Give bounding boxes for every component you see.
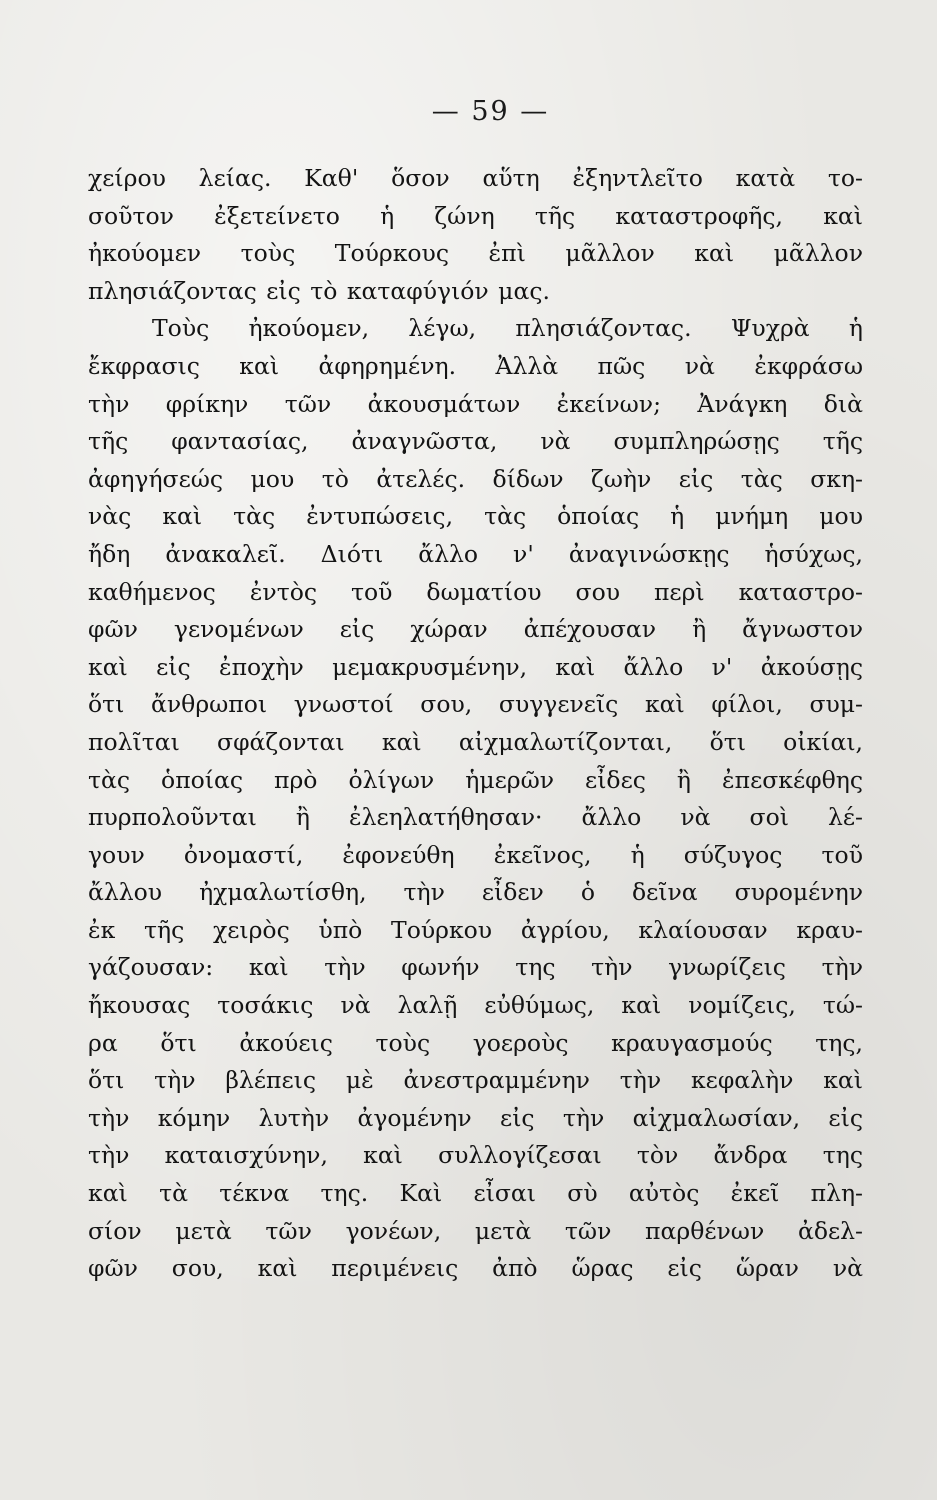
- body-text: [88, 160, 863, 1288]
- text-line: φῶν σου, καὶ περιμένεις ἀπὸ ὥρας εἰς ὥραν νὰ: [88, 1254, 863, 1283]
- text-line: ἀφηγήσεώς μου τὸ ἀτελές. δίδων ζωὴν εἰς τὰς σκη-: [88, 464, 863, 493]
- text-line: τὴν κόμην λυτὴν ἀγομένην εἰς τὴν αἰχμαλωσίαν, εἰς: [88, 1103, 863, 1132]
- text-line: φῶν γενομένων εἰς χώραν ἀπέχουσαν ἢ ἄγνωστον: [88, 615, 863, 644]
- text-line: νὰς καὶ τὰς ἐντυπώσεις, τὰς ὁποίας ἡ μνήμη μου: [88, 502, 863, 531]
- text-line: τῆς φαντασίας, ἀναγνῶστα, νὰ συμπληρώσῃς τῆς: [88, 427, 863, 456]
- text-line: ρα ὅτι ἀκούεις τοὺς γοεροὺς κραυγασμούς της,: [88, 1028, 863, 1057]
- text-line: ὅτι ἄνθρωποι γνωστοί σου, συγγενεῖς καὶ φίλοι, συμ-: [88, 690, 863, 719]
- text-line: ὅτι τὴν βλέπεις μὲ ἀνεστραμμένην τὴν κεφαλὴν καὶ: [88, 1066, 863, 1095]
- text-line: ἔκφρασις καὶ ἀφηρημένη. Ἀλλὰ πῶς νὰ ἐκφράσω: [88, 351, 863, 380]
- text-line: γουν ὀνομαστί, ἐφονεύθη ἐκεῖνος, ἡ σύζυγος τοῦ: [88, 840, 863, 869]
- text-line: Τοὺς ἠκούομεν, λέγω, πλησιάζοντας. Ψυχρὰ ἡ: [152, 314, 863, 343]
- text-line: καὶ εἰς ἐποχὴν μεμακρυσμένην, καὶ ἄλλο ν' ἀκούσῃς: [88, 652, 863, 681]
- text-line: τὴν καταισχύνην, καὶ συλλογίζεσαι τὸν ἄνδρα της: [88, 1141, 863, 1170]
- page-number: — 59 —: [431, 96, 550, 127]
- text-line: ἤκουσας τοσάκις νὰ λαλῇ εὐθύμως, καὶ νομίζεις, τώ-: [88, 991, 863, 1020]
- text-line: χείρου λείας. Καθ' ὅσον αὕτη ἐξηντλεῖτο κατὰ το-: [88, 164, 863, 192]
- text-line: πυρπολοῦνται ἢ ἐλεηλατήθησαν· ἄλλο νὰ σοὶ λέ-: [88, 803, 863, 832]
- text-line: καὶ τὰ τέκνα της. Καὶ εἶσαι σὺ αὐτὸς ἐκεῖ πλη-: [88, 1179, 863, 1208]
- text-line: καθήμενος ἐντὸς τοῦ δωματίου σου περὶ καταστρο-: [88, 577, 863, 606]
- text-line: γάζουσαν: καὶ τὴν φωνήν της τὴν γνωρίζεις τὴν: [88, 953, 863, 982]
- text-line: τὴν φρίκην τῶν ἀκουσμάτων ἐκείνων; Ἀνάγκη διὰ: [88, 389, 863, 418]
- text-line: πολῖται σφάζονται καὶ αἰχμαλωτίζονται, ὅτι οἰκίαι,: [88, 727, 863, 756]
- text-line: τὰς ὁποίας πρὸ ὀλίγων ἡμερῶν εἶδες ἢ ἐπεσκέφθης: [88, 765, 863, 794]
- text-line: ἤδη ἀνακαλεῖ. Διότι ἄλλο ν' ἀναγινώσκῃς ἡσύχως,: [88, 539, 863, 568]
- text-line: ἄλλου ἠχμαλωτίσθη, τὴν εἶδεν ὁ δεῖνα συρομένην: [88, 878, 863, 907]
- text-line: ἠκούομεν τοὺς Τούρκους ἐπὶ μᾶλλον καὶ μᾶλλον: [88, 239, 863, 268]
- text-line: σίον μετὰ τῶν γονέων, μετὰ τῶν παρθένων ἀδελ-: [88, 1216, 863, 1245]
- text-line: ἐκ τῆς χειρὸς ὑπὸ Τούρκου ἀγρίου, κλαίουσαν κραυ-: [88, 915, 863, 944]
- text-line: σοῦτον ἐξετείνετο ἡ ζώνη τῆς καταστροφῆς, καὶ: [88, 201, 863, 230]
- text-line: πλησιάζοντας εἰς τὸ καταφύγιόν μας.: [88, 276, 550, 305]
